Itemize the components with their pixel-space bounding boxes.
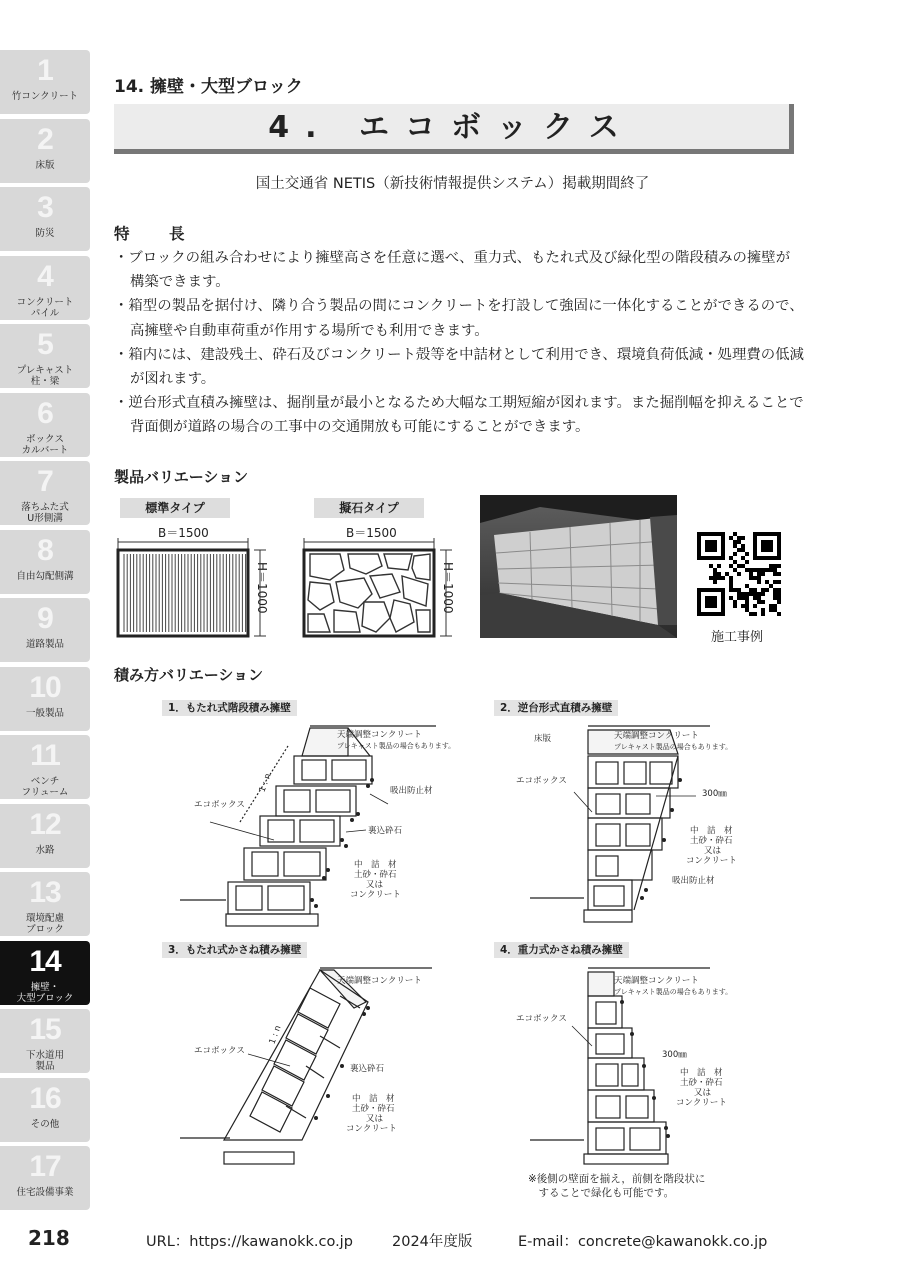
- chapter-tab[interactable]: [0, 50, 90, 114]
- feature-item: ・ ブロックの組み合わせにより擁壁高さを任意に選べ、重力式、もたれ式及び緑化型の階段積みの擁壁が構築できます。: [114, 246, 804, 294]
- d1-fill-a: 土砂・砕石: [354, 870, 397, 880]
- chapter-tab-label: 下水道用 製品: [25, 1050, 64, 1072]
- chapter-tab[interactable]: [0, 804, 90, 868]
- chapter-tab-number: 6: [37, 396, 53, 430]
- d2-ecobox: エコボックス: [516, 776, 567, 786]
- chapter-tab-number: 11: [30, 739, 60, 772]
- d1-suction: 吸出防止材: [390, 786, 433, 796]
- chapter-tab-number: 2: [37, 122, 53, 156]
- d4-fill: 中 詰 材: [680, 1068, 723, 1078]
- chapter-tab-label: 水路: [35, 844, 55, 856]
- chapter-tab[interactable]: [0, 1146, 90, 1210]
- d3-gravel: 裏込砕石: [350, 1064, 385, 1074]
- d4-dim: 300㎜: [662, 1050, 687, 1060]
- qr-code-image: [697, 532, 781, 616]
- d4-fill-b: 又は: [694, 1088, 712, 1098]
- d3-slope: 1 : n: [267, 1024, 284, 1046]
- footer-url[interactable]: URL：https://kawanokk.co.jp: [146, 1234, 353, 1250]
- chapter-tab[interactable]: [0, 735, 90, 799]
- chapter-tab-label: 道路製品: [25, 639, 64, 650]
- chapter-tab[interactable]: [0, 324, 90, 388]
- d3-fill-c: コンクリート: [346, 1124, 397, 1134]
- diagram-3-label: 3．もたれ式かさね積み擁壁: [162, 942, 307, 958]
- d3-ecobox: エコボックス: [194, 1046, 245, 1056]
- chapter-tab-number: 9: [37, 602, 53, 635]
- d4-note-line2: することで緑化も可能です。: [528, 1187, 675, 1199]
- feature-item: ・ 箱型の製品を据付け、隣り合う製品の間にコンクリートを打設して強固に一体化することができるので、高擁壁や自動車荷重が作用する場所でも利用できます。: [114, 294, 804, 342]
- product-type-stone: 擬石タイプ: [314, 498, 424, 518]
- d2-fill: 中 詰 材: [690, 826, 733, 836]
- chapter-tab-label: コンクリート パイル: [16, 296, 74, 319]
- chapter-tab[interactable]: [0, 598, 90, 662]
- d1-top-concrete: 天端調整コンクリート: [337, 730, 422, 740]
- d2-fill-b: 又は: [704, 846, 722, 856]
- diagram-3-drawing: [170, 962, 440, 1172]
- chapter-tab[interactable]: [0, 187, 90, 251]
- d4-fill-a: 土砂・砕石: [680, 1078, 723, 1088]
- d4-ecobox: エコボックス: [516, 1014, 567, 1024]
- d2-suction: 吸出防止材: [672, 876, 715, 886]
- chapter-tab-number: 4: [37, 259, 53, 293]
- d1-top-note: プレキャスト製品の場合もあります。: [337, 742, 456, 750]
- chapter-tab-label: 擁壁・ 大型ブロック: [16, 981, 74, 1004]
- product-heading: 製品バリエーション: [114, 468, 249, 486]
- chapter-tab-number: 17: [29, 1150, 61, 1183]
- chapter-tab-label: 床版: [35, 159, 55, 171]
- diagram-4-label: 4．重力式かさね積み擁壁: [494, 942, 629, 958]
- d2-top-concrete: 天端調整コンクリート: [614, 731, 699, 741]
- d4-fill-c: コンクリート: [676, 1098, 727, 1108]
- d2-slab: 床版: [534, 734, 552, 744]
- d3-fill: 中 詰 材: [352, 1094, 395, 1104]
- chapter-tab-label: ボックス カルバート: [21, 433, 69, 456]
- d4-top-concrete: 天端調整コンクリート: [614, 976, 699, 986]
- d3-top-concrete: 天端調整コンクリート: [337, 976, 422, 986]
- chapter-tab-label: 防災: [35, 228, 55, 239]
- photo-caption: 施工事例: [711, 630, 764, 645]
- chapter-tab[interactable]: [0, 941, 90, 1005]
- product-height-label: H＝1000: [441, 562, 455, 614]
- chapter-tab-number: 13: [29, 876, 61, 909]
- chapter-sidebar: [0, 50, 90, 1215]
- features-list: [114, 246, 804, 440]
- netis-notice: 国土交通省 NETIS（新技術情報提供システム）掲載期間終了: [255, 176, 650, 192]
- d1-slope: 1 : n: [257, 772, 274, 794]
- chapter-tab-number: 12: [29, 807, 61, 841]
- chapter-tab-label: その他: [30, 1118, 60, 1130]
- product-height-label: H＝1000: [255, 562, 269, 614]
- d2-fill-c: コンクリート: [686, 856, 737, 866]
- d2-top-note: プレキャスト製品の場合もあります。: [614, 743, 733, 751]
- chapter-tab-label: 環境配慮 ブロック: [25, 913, 64, 935]
- chapter-tab-label: 住宅設備事業: [16, 1187, 74, 1198]
- diagram-2-label: 2．逆台形式直積み擁壁: [494, 700, 618, 716]
- chapter-tab[interactable]: [0, 393, 90, 457]
- d1-fill-b: 又は: [366, 880, 384, 890]
- d4-note: [528, 1172, 705, 1200]
- chapter-tab[interactable]: [0, 1009, 90, 1073]
- feature-item: ・ 箱内には、建設残土、砕石及びコンクリート殻等を中詰材として利用でき、環境負荷低減・処理費の低減が図れます。: [114, 343, 804, 391]
- d1-ecobox: エコボックス: [194, 800, 245, 810]
- product-width-label: B＝1500: [346, 526, 397, 540]
- d1-gravel: 裏込砕石: [368, 826, 403, 836]
- diagram-1-label: 1．もたれ式階段積み擁壁: [162, 700, 297, 716]
- chapter-tab-number: 3: [37, 191, 53, 224]
- chapter-tab-number: 15: [29, 1013, 61, 1046]
- feature-item: ・ 逆台形式直積み擁壁は、掘削量が最小となるため大幅な工期短縮が図れます。また掘削幅を抑えることで背面側が道路の場合の工事中の交通開放も可能にすることができます。: [114, 391, 804, 439]
- footer-edition: 2024年度版: [392, 1234, 473, 1250]
- chapter-heading: 14. 擁壁・大型ブロック: [114, 77, 303, 97]
- chapter-tab-number: 7: [37, 465, 53, 498]
- d4-note-line1: ※後側の壁面を揃え，前側を階段状に: [528, 1173, 706, 1185]
- d2-fill-a: 土砂・砕石: [690, 836, 733, 846]
- d1-fill-c: コンクリート: [350, 890, 401, 900]
- chapter-tab-number: 14: [29, 944, 61, 978]
- stone-block-drawing: [300, 536, 462, 642]
- chapter-tab-number: 10: [29, 670, 61, 704]
- chapter-tab[interactable]: [0, 872, 90, 936]
- chapter-tab-label: 落ちふた式 U形側溝: [21, 502, 69, 524]
- features-heading: 特 長: [114, 225, 197, 243]
- footer-email[interactable]: E-mail：concrete@kawanokk.co.jp: [518, 1234, 768, 1250]
- construction-photo: [480, 495, 677, 638]
- chapter-tab[interactable]: [0, 256, 90, 320]
- chapter-tab-label: プレキャスト 柱・梁: [16, 365, 74, 387]
- chapter-tab-label: 竹コンクリート: [11, 91, 79, 102]
- title-banner: [114, 104, 794, 154]
- chapter-tab[interactable]: [0, 461, 90, 525]
- chapter-tab-number: 1: [37, 54, 53, 87]
- chapter-tab-label: 一般製品: [25, 707, 64, 719]
- chapter-tab-number: 16: [29, 1081, 61, 1115]
- chapter-tab-number: 8: [37, 533, 53, 567]
- d4-top-note: プレキャスト製品の場合もあります。: [614, 988, 733, 996]
- page-number: 218: [28, 1226, 70, 1250]
- product-type-standard: 標準タイプ: [120, 498, 230, 518]
- chapter-tab[interactable]: [0, 667, 90, 731]
- d1-fill: 中 詰 材: [354, 860, 397, 870]
- standard-block-drawing: [114, 536, 274, 642]
- d2-dim: 300㎜: [702, 789, 727, 799]
- d3-fill-a: 土砂・砕石: [352, 1104, 395, 1114]
- chapter-tab-label: 自由勾配側溝: [16, 570, 74, 582]
- d3-fill-b: 又は: [366, 1114, 384, 1124]
- product-width-label: B＝1500: [158, 526, 209, 540]
- stacking-heading: 積み方バリエーション: [114, 666, 264, 684]
- chapter-tab-label: ベンチ フリューム: [21, 776, 69, 798]
- chapter-tab-number: 5: [37, 328, 53, 361]
- page-title: 4. エコボックス: [268, 110, 635, 145]
- chapter-tab[interactable]: [0, 530, 90, 594]
- chapter-tab[interactable]: [0, 1078, 90, 1142]
